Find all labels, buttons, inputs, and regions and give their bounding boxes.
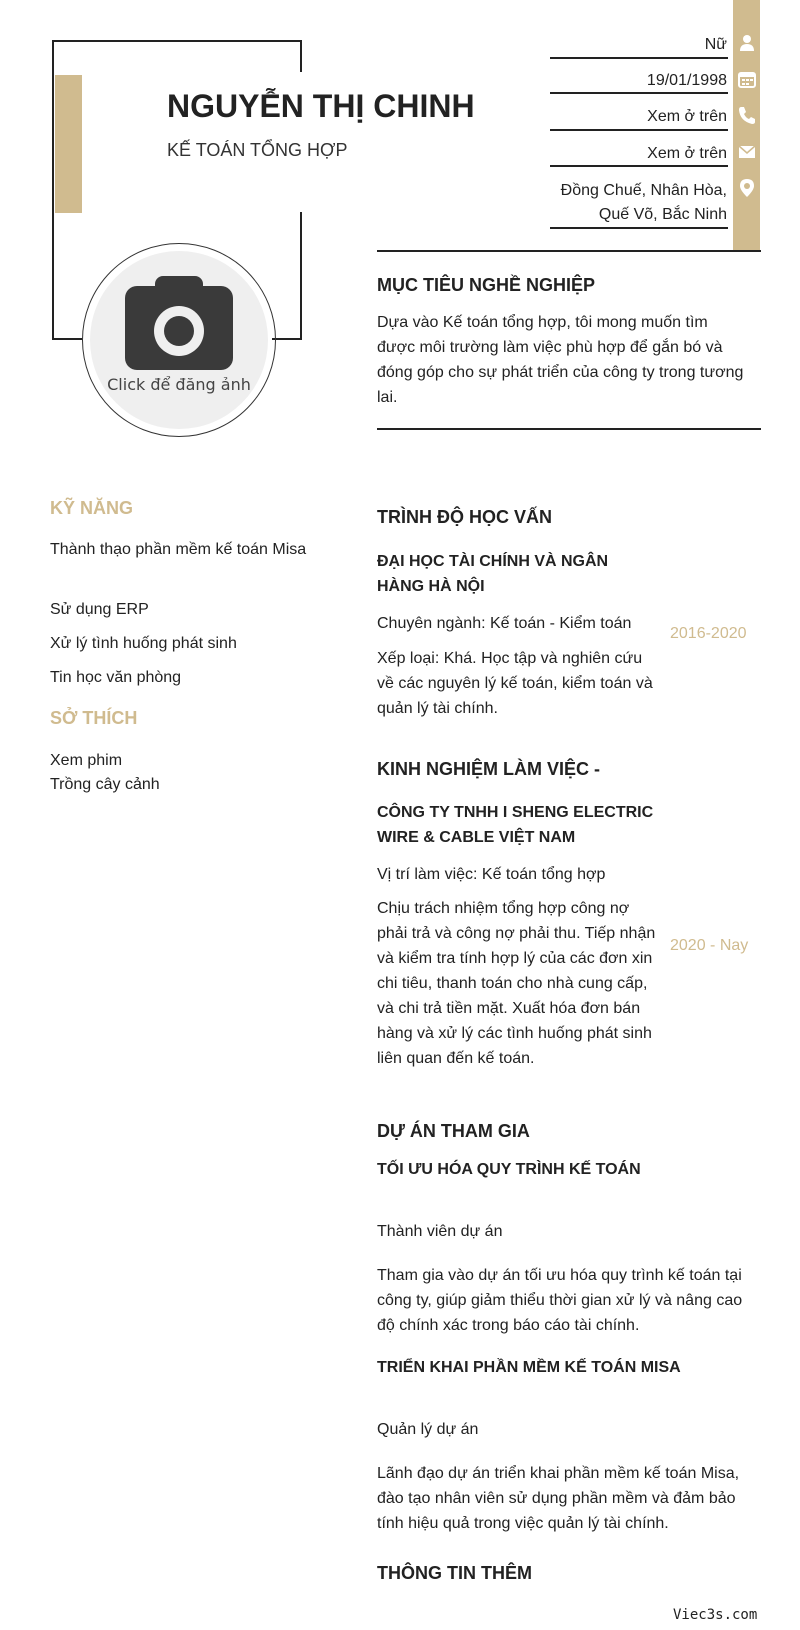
candidate-name: NGUYỄN THỊ CHINH (167, 88, 475, 124)
objective-text: Dựa vào Kế toán tổng hợp, tôi mong muốn tìm được môi trường làm việc phù hợp để gắn bó và đóng góp cho sự phát triển của công ty trong tương lai. (377, 314, 744, 406)
contact-divider (550, 165, 728, 167)
project-role: Quản lý dự án (377, 1421, 479, 1438)
education-detail: Xếp loại: Khá. Học tập và nghiên cứu về các nguyên lý kế toán, kiểm toán và quản lý tài chính. (377, 650, 653, 717)
watermark: Viec3s.com (673, 1607, 758, 1623)
skill-item: Tin học văn phòng (50, 669, 182, 686)
header-frame-left (52, 40, 54, 340)
skill-item: Sử dụng ERP (50, 601, 149, 618)
project-detail: Lãnh đạo dự án triển khai phần mềm kế toán Misa, đào tạo nhân viên sử dụng phần mềm và đảm bảo tính hiệu quả trong việc quản lý tài chính. (377, 1465, 740, 1532)
header-frame-bottom-left (52, 338, 82, 340)
accent-bar (55, 75, 82, 213)
experience-position: Vị trí làm việc: Kế toán tổng hợp (377, 866, 606, 883)
contact-divider (550, 57, 728, 59)
education-school: ĐẠI HỌC TÀI CHÍNH VÀ NGÂN HÀNG HÀ NỘI (377, 553, 609, 595)
objective-title: MỤC TIÊU NGHỀ NGHIỆP (377, 275, 596, 295)
project-role: Thành viên dự án (377, 1223, 503, 1240)
contact-gender: Nữ (704, 36, 727, 53)
contact-divider (550, 227, 728, 229)
skills-title: KỸ NĂNG (50, 498, 134, 518)
education-title: TRÌNH ĐỘ HỌC VẤN (377, 507, 552, 527)
header-frame-top (52, 40, 302, 42)
experience-detail: Chịu trách nhiệm tổng hợp công nợ phải trả và công nợ phải thu. Tiếp nhận và kiểm tra tính hợp lý của các đơn xin chi tiêu, thanh toán cho nhà cung cấp, và chi trả tiền mặt. Xuất hóa đơn bán hàng và xử lý các tình huống phát sinh liên quan đến kế toán. (377, 900, 656, 1067)
calendar-icon (735, 67, 759, 91)
education-date: 2016-2020 (670, 625, 747, 642)
section-divider (377, 250, 761, 252)
projects-title: DỰ ÁN THAM GIA (377, 1121, 530, 1141)
additional-title: THÔNG TIN THÊM (377, 1563, 532, 1583)
hobby-item: Xem phim (50, 752, 123, 769)
header-frame-right-top (300, 40, 302, 72)
experience-title: KINH NGHIỆM LÀM VIỆC - (377, 759, 600, 779)
skill-item: Xử lý tình huống phát sinh (50, 635, 237, 652)
skill-item: Thành thạo phần mềm kế toán Misa (50, 541, 307, 558)
hobby-item: Trồng cây cảnh (50, 776, 160, 793)
contact-address-line2: Quế Võ, Bắc Ninh (598, 206, 727, 223)
phone-icon (735, 103, 759, 127)
hobbies-title: SỞ THÍCH (50, 708, 138, 728)
contact-email: Xem ở trên (647, 145, 727, 162)
contact-phone: Xem ở trên (647, 108, 727, 125)
contact-birthday: 19/01/1998 (646, 72, 727, 89)
photo-upload-label[interactable]: Click để đăng ảnh (107, 375, 251, 394)
project-detail: Tham gia vào dự án tối ưu hóa quy trình kế toán tại công ty, giúp giảm thiểu thời gian xử lý và nâng cao độ chính xác trong báo cáo tài chính. (377, 1267, 743, 1334)
contact-address-line1: Đồng Chuế, Nhân Hòa, (560, 182, 727, 199)
contact-divider (550, 92, 728, 94)
header-frame-right-bottom (300, 212, 302, 340)
header-frame-bottom-right (272, 338, 302, 340)
camera-icon-lens (164, 316, 194, 346)
education-major: Chuyên ngành: Kế toán - Kiểm toán (377, 615, 632, 632)
contact-divider (550, 129, 728, 131)
job-title: KẾ TOÁN TỔNG HỢP (167, 140, 348, 160)
project-name: TRIỂN KHAI PHẦN MỀM KẾ TOÁN MISA (377, 1359, 681, 1376)
location-icon (735, 176, 759, 200)
experience-date: 2020 - Nay (670, 937, 749, 954)
section-divider (377, 428, 761, 430)
project-name: TỐI ƯU HÓA QUY TRÌNH KẾ TOÁN (377, 1161, 641, 1178)
mail-icon (735, 140, 759, 164)
experience-company: CÔNG TY TNHH I SHENG ELECTRIC WIRE & CABLE VIỆT NAM (377, 804, 654, 846)
person-icon (735, 31, 759, 55)
